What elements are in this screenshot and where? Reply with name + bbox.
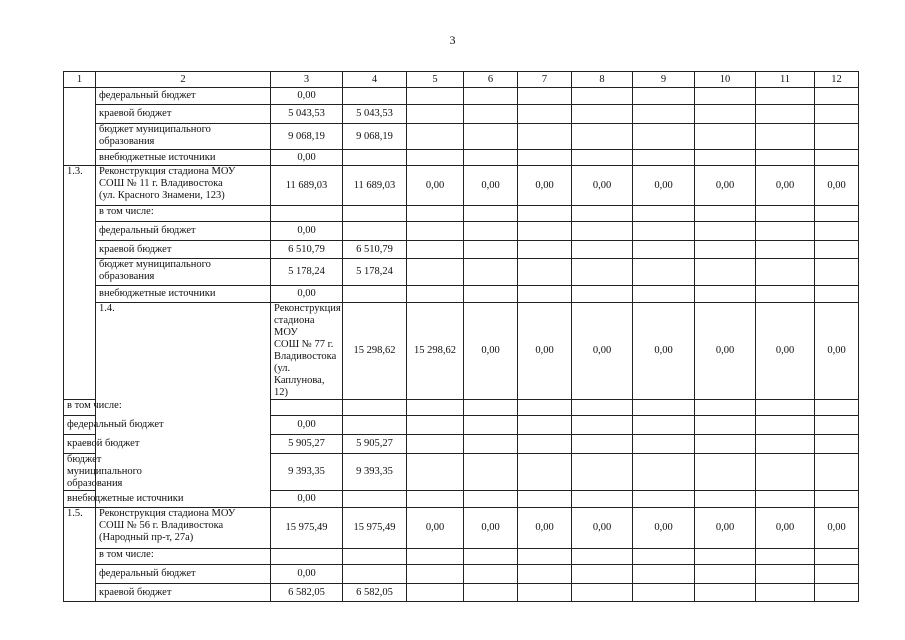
cell-value: 0,00 (464, 166, 518, 206)
cell-value: 0,00 (271, 150, 343, 166)
cell-value: 0,00 (633, 166, 695, 206)
table-row (64, 584, 859, 602)
header-col-6: 6 (464, 72, 518, 88)
cell-total: 15 298,62 (407, 303, 464, 400)
budget-table (63, 71, 859, 602)
table-row (64, 565, 859, 584)
header-col-9: 9 (633, 72, 695, 88)
header-col-8: 8 (572, 72, 633, 88)
cell-value: 5 178,24 (271, 259, 343, 286)
table-row (64, 105, 859, 124)
cell-value: 5 043,53 (271, 105, 343, 124)
header-col-4: 4 (343, 72, 407, 88)
table-row (64, 124, 859, 150)
table-row (64, 303, 859, 400)
row-label-extrabudget: внебюджетные источники (96, 286, 271, 303)
cell-value: 5 905,27 (343, 435, 407, 454)
cell-value: 0,00 (407, 508, 464, 549)
row-label-regional: краевой бюджет (96, 105, 271, 124)
header-col-10: 10 (695, 72, 756, 88)
cell-value: 5 043,53 (343, 105, 407, 124)
row-label-federal: федеральный бюджет (64, 416, 96, 435)
cell-value: 0,00 (572, 303, 633, 400)
header-col-7: 7 (518, 72, 572, 88)
cell-total: 15 975,49 (271, 508, 343, 549)
cell-value: 0,00 (518, 303, 572, 400)
cell-value: 6 582,05 (271, 584, 343, 602)
row-label-federal: федеральный бюджет (96, 88, 271, 105)
header-col-1: 1 (64, 72, 96, 88)
item-number: 1.4. (96, 303, 271, 508)
cell-total: 11 689,03 (271, 166, 343, 206)
row-label-extrabudget: внебюджетные источники (64, 491, 96, 508)
table-row (64, 286, 859, 303)
cell-value: 0,00 (271, 491, 343, 508)
cell-value: 0,00 (407, 166, 464, 206)
cell-value: 0,00 (756, 303, 815, 400)
item-number: 1.5. (64, 508, 96, 602)
cell-value: 9 068,19 (343, 124, 407, 150)
row-label-including: в том числе: (96, 206, 271, 222)
cell-value: 0,00 (695, 508, 756, 549)
row-label-regional: краевой бюджет (96, 584, 271, 602)
header-col-5: 5 (407, 72, 464, 88)
cell-value: 0,00 (271, 88, 343, 105)
cell-value: 0,00 (633, 508, 695, 549)
cell-value: 0,00 (572, 508, 633, 549)
table-row (64, 508, 859, 549)
page-number: 3 (449, 33, 456, 47)
row-label-federal: федеральный бюджет (96, 565, 271, 584)
header-col-11: 11 (756, 72, 815, 88)
cell-value: 0,00 (464, 508, 518, 549)
row-label-federal: федеральный бюджет (96, 222, 271, 241)
cell-value: 6 510,79 (343, 241, 407, 259)
table-row (64, 88, 859, 105)
table-row (64, 206, 859, 222)
cell-value: 0,00 (518, 166, 572, 206)
cell-value: 0,00 (271, 416, 343, 435)
cell-value: 0,00 (271, 222, 343, 241)
cell-value: 6 582,05 (343, 584, 407, 602)
row-index-cell (64, 88, 96, 166)
table-row (64, 241, 859, 259)
cell-value: 0,00 (633, 303, 695, 400)
cell-value: 0,00 (756, 166, 815, 206)
item-title: Реконструкция стадиона МОУ СОШ № 11 г. Владивостока (ул. Красного Знамени, 123) (96, 166, 271, 206)
cell-value: 0,00 (815, 166, 859, 206)
table-row (64, 222, 859, 241)
table-row (64, 259, 859, 286)
row-label-municipal: бюджет муниципального образования (96, 124, 271, 150)
cell-value: 0,00 (271, 565, 343, 584)
row-label-regional: краевой бюджет (64, 435, 96, 454)
header-col-12: 12 (815, 72, 859, 88)
row-label-municipal: бюджет муниципального образования (64, 454, 96, 491)
cell-value: 0,00 (695, 166, 756, 206)
cell-value: 0,00 (464, 303, 518, 400)
cell-value: 6 510,79 (271, 241, 343, 259)
cell-value: 0,00 (756, 508, 815, 549)
table-row (64, 549, 859, 565)
row-label-regional: краевой бюджет (96, 241, 271, 259)
header-col-2: 2 (96, 72, 271, 88)
row-label-municipal: бюджет муниципального образования (96, 259, 271, 286)
header-col-3: 3 (271, 72, 343, 88)
row-label-including: в том числе: (96, 549, 271, 565)
cell-value: 9 393,35 (271, 454, 343, 491)
cell-value: 0,00 (815, 508, 859, 549)
cell-value: 5 905,27 (271, 435, 343, 454)
cell-value: 5 178,24 (343, 259, 407, 286)
cell-value: 9 068,19 (271, 124, 343, 150)
cell-total: 11 689,03 (343, 166, 407, 206)
table-row (64, 150, 859, 166)
item-title: Реконструкция стадиона МОУ СОШ № 56 г. Владивостока (Народный пр-т, 27а) (96, 508, 271, 549)
header-row (64, 72, 859, 88)
cell-value: 0,00 (518, 508, 572, 549)
row-label-extrabudget: внебюджетные источники (96, 150, 271, 166)
cell-value: 0,00 (815, 303, 859, 400)
item-title: Реконструкция стадиона МОУ СОШ № 77 г. Владивостока (ул. Каплунова, 12) (271, 303, 343, 400)
cell-value: 9 393,35 (343, 454, 407, 491)
cell-value: 0,00 (271, 286, 343, 303)
table-row (64, 166, 859, 206)
row-label-including: в том числе: (64, 400, 96, 416)
item-number: 1.3. (64, 166, 96, 400)
cell-total: 15 298,62 (343, 303, 407, 400)
cell-value: 0,00 (695, 303, 756, 400)
cell-total: 15 975,49 (343, 508, 407, 549)
cell-value: 0,00 (572, 166, 633, 206)
